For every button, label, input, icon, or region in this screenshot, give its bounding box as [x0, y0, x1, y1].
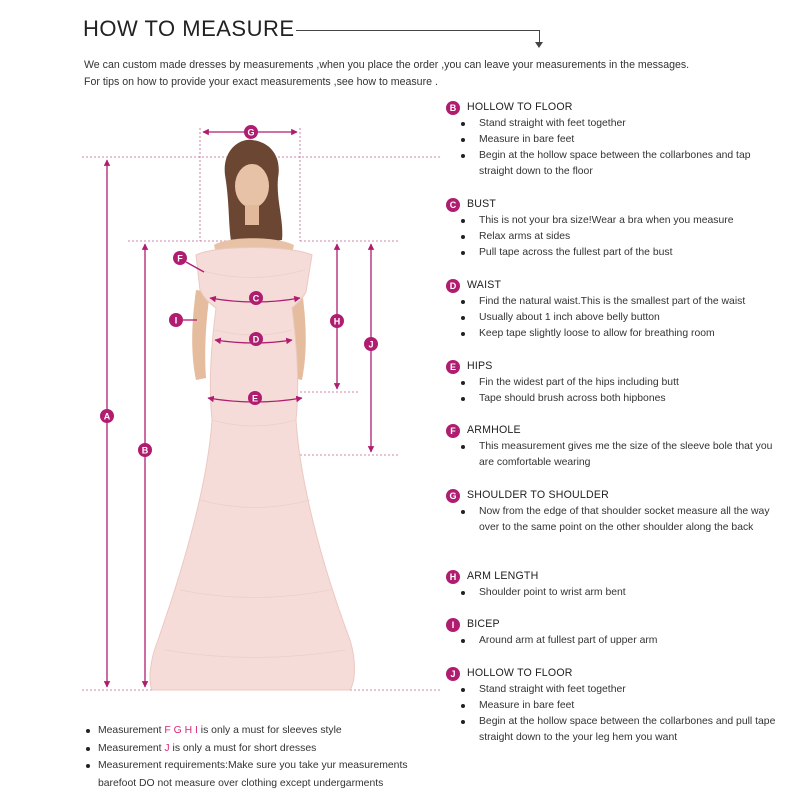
marker-g: [244, 125, 258, 139]
marker-c: [249, 291, 263, 305]
bullet-item: Measure in bare feet: [446, 132, 779, 148]
section-d: [446, 278, 779, 342]
bullet-item: Begin at the hollow space between the collarbones and tap straight down to the floor: [446, 148, 779, 180]
title-rule: [296, 30, 539, 31]
arrow-down-icon: [535, 42, 543, 48]
intro-line-2: For tips on how to provide your exact measurements ,see how to measure .: [84, 76, 438, 88]
marker-d: [249, 332, 263, 346]
bullet-item: Fin the widest part of the hips including butt: [446, 375, 779, 391]
svg-text:J: J: [368, 339, 374, 350]
section-title: WAIST: [467, 279, 502, 291]
marker-a: [100, 409, 114, 423]
svg-text:F: F: [177, 253, 183, 264]
marker-h: [330, 314, 344, 328]
note-item: Measurement requirements:Make sure you take yur measurements: [84, 757, 444, 775]
note-item: Measurement J is only a must for short dresses: [84, 740, 444, 758]
page-title: HOW TO MEASURE: [83, 16, 295, 41]
bullet-item: Stand straight with feet together: [446, 682, 779, 698]
marker-j: [364, 337, 378, 351]
section-title: BICEP: [467, 618, 500, 630]
note-item-continued: barefoot DO not measure over clothing except undergarments: [98, 777, 384, 789]
bullet-item: Tape should brush across both hipbones: [446, 391, 779, 407]
bullet-item: Around arm at fullest part of upper arm: [446, 633, 779, 649]
bullet-item: Begin at the hollow space between the collarbones and pull tape straight down to the your leg hem you want: [446, 714, 779, 746]
section-title: HOLLOW TO FLOOR: [467, 667, 573, 679]
bullet-item: This measurement gives me the size of the sleeve bole that you are comfortable wearing: [446, 439, 779, 471]
section-e: [446, 359, 779, 407]
dress-measurement-figure: [0, 100, 440, 700]
section-f: [446, 423, 779, 471]
section-title: HOLLOW TO FLOOR: [467, 101, 573, 113]
note-item: Measurement F G H I is only a must for sleeves style: [84, 722, 444, 740]
bullet-item: Relax arms at sides: [446, 229, 779, 245]
marker-b: [138, 443, 152, 457]
svg-text:I: I: [174, 315, 178, 326]
svg-text:A: A: [103, 411, 111, 422]
section-j: [446, 666, 779, 746]
section-b: [446, 100, 779, 180]
badge-i: I: [446, 618, 460, 632]
marker-f: [173, 251, 187, 265]
bullet-item: Usually about 1 inch above belly button: [446, 310, 779, 326]
badge-f: F: [446, 424, 460, 438]
section-title: BUST: [467, 198, 497, 210]
svg-text:G: G: [247, 127, 255, 138]
badge-g: G: [446, 489, 460, 503]
svg-text:H: H: [333, 316, 341, 327]
marker-i: [169, 313, 183, 327]
bullet-item: Pull tape across the fullest part of the bust: [446, 245, 779, 261]
section-h: [446, 569, 779, 601]
bullet-item: Measure in bare feet: [446, 698, 779, 714]
section-title: ARMHOLE: [467, 424, 521, 436]
badge-c: C: [446, 198, 460, 212]
intro-line-1: We can custom made dresses by measurements ,when you place the order ,you can leave your measurements in the messages.: [84, 59, 690, 71]
bullet-item: Keep tape slightly loose to allow for breathing room: [446, 326, 779, 342]
dress-shape: [150, 248, 355, 691]
bullet-item: This is not your bra size!Wear a bra when you measure: [446, 213, 779, 229]
badge-d: D: [446, 279, 460, 293]
badge-b: B: [446, 101, 460, 115]
section-title: SHOULDER TO SHOULDER: [467, 489, 609, 501]
bullet-item: Stand straight with feet together: [446, 116, 779, 132]
bullet-item: Shoulder point to wrist arm bent: [446, 585, 779, 601]
svg-text:B: B: [141, 445, 149, 456]
section-title: ARM LENGTH: [467, 570, 539, 582]
badge-j: J: [446, 667, 460, 681]
section-c: [446, 197, 779, 261]
model-head: [214, 140, 294, 262]
section-g: [446, 488, 779, 536]
bullet-item: Find the natural waist.This is the smallest part of the waist: [446, 294, 779, 310]
bullet-item: Now from the edge of that shoulder socket measure all the way over to the same point on the other shoulder along the back: [446, 504, 779, 536]
section-title: HIPS: [467, 360, 493, 372]
badge-h: H: [446, 570, 460, 584]
svg-text:C: C: [252, 293, 260, 304]
section-i: [446, 617, 779, 649]
badge-e: E: [446, 360, 460, 374]
marker-e: [248, 391, 262, 405]
svg-text:E: E: [251, 393, 259, 404]
svg-text:D: D: [252, 334, 260, 345]
measurement-notes: [84, 722, 444, 792]
